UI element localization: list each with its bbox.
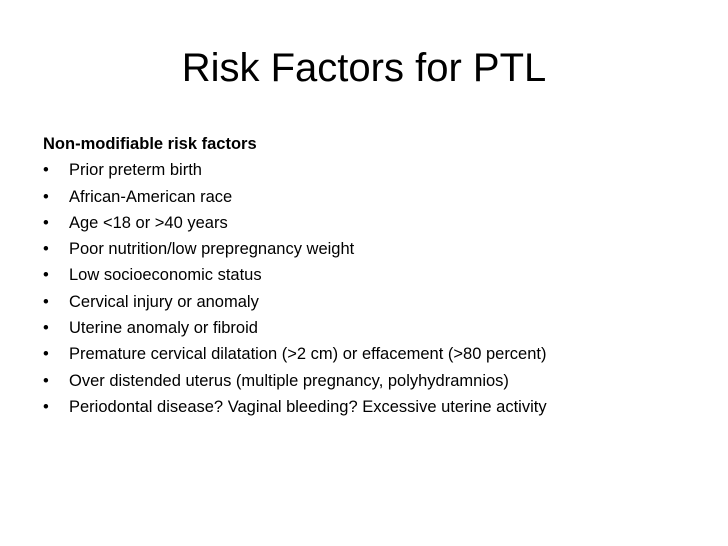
list-item [43, 315, 723, 341]
list-item-text: Low socioeconomic status [69, 266, 262, 285]
list-item-text: Premature cervical dilatation (>2 cm) or effacement (>80 percent) [69, 345, 547, 364]
list-item-text: Over distended uterus (multiple pregnancy, polyhydramnios) [69, 371, 509, 390]
section-heading: Non-modifiable risk factors [43, 135, 257, 153]
list-item [43, 210, 723, 236]
list-item-text: Poor nutrition/low prepregnancy weight [69, 240, 355, 259]
list-item [43, 262, 723, 288]
list-item-text: Prior preterm birth [69, 161, 202, 180]
list-item [43, 157, 723, 183]
bullet-marker: • [43, 187, 49, 206]
list-item [43, 236, 723, 262]
bullet-marker: • [43, 266, 49, 285]
bullet-marker: • [43, 345, 49, 364]
list-item-text: Periodontal disease? Vaginal bleeding? Excessive uterine activity [69, 397, 547, 416]
list-item [43, 341, 723, 367]
slide-title: Risk Factors for PTL [181, 46, 547, 90]
bullet-marker: • [43, 213, 49, 232]
list-item [43, 368, 723, 394]
list-item-text: African-American race [69, 187, 233, 206]
list-item [43, 184, 723, 210]
bullet-marker: • [43, 371, 49, 390]
list-item [43, 394, 723, 420]
slide-content [43, 131, 723, 420]
list-item-text: Uterine anomaly or fibroid [69, 319, 258, 338]
list-item-text: Cervical injury or anomaly [69, 292, 259, 311]
bullet-marker: • [43, 397, 49, 416]
list-item [43, 289, 723, 315]
bullet-marker: • [43, 292, 49, 311]
list-item-text: Age <18 or >40 years [69, 213, 228, 232]
bullet-marker: • [43, 319, 49, 338]
bullet-marker: • [43, 161, 49, 180]
bullet-marker: • [43, 240, 49, 259]
bullet-list [43, 157, 723, 420]
